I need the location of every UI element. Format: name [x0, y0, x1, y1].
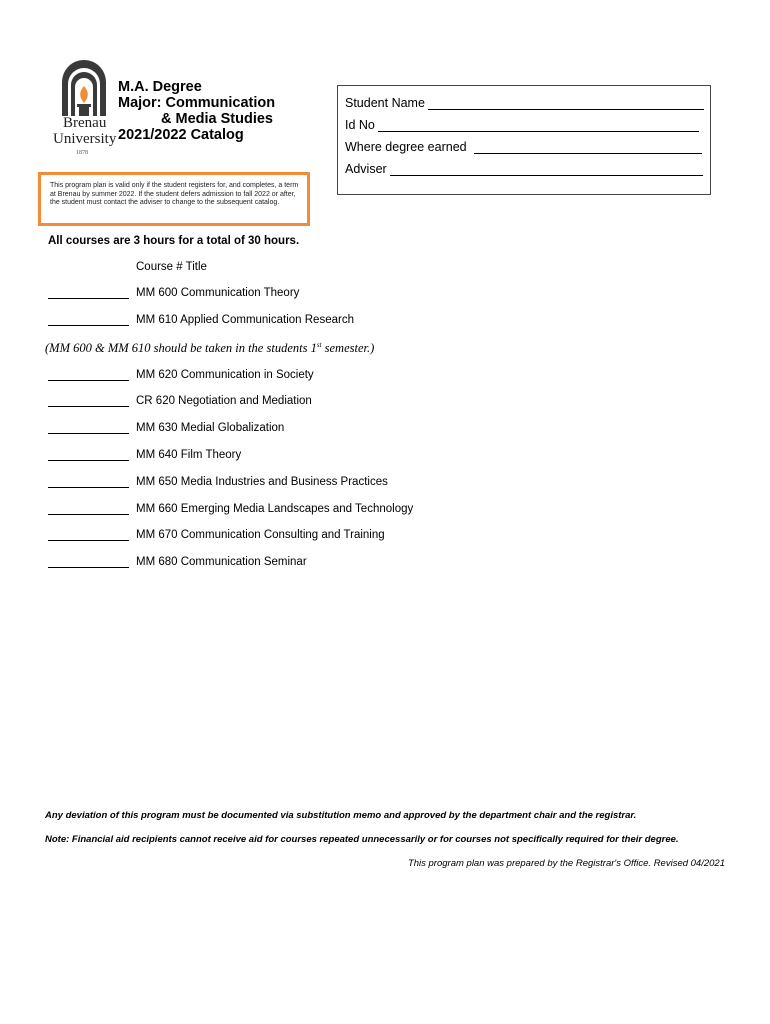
course-row [48, 503, 413, 515]
course-row [48, 449, 241, 461]
brenau-logo [52, 60, 116, 160]
catalog-year: 2021/2022 Catalog [118, 127, 244, 143]
course-title: MM 640 Film Theory [136, 449, 242, 461]
course-row [48, 476, 388, 488]
logo-text-brenau: Brenau [63, 115, 107, 131]
course-row [48, 422, 284, 434]
course-title: MM 630 Medial Globalization [136, 422, 285, 434]
student-name-label: Student Name [345, 96, 425, 110]
course-title: CR 620 Negotiation and Mediation [136, 395, 312, 407]
course-check-blank[interactable] [48, 449, 129, 461]
course-row [48, 369, 314, 381]
course-check-blank[interactable] [48, 395, 129, 407]
course-check-blank[interactable] [48, 529, 129, 541]
course-title: MM 610 Applied Communication Research [136, 314, 354, 326]
semester-note-text-end: semester.) [321, 341, 375, 356]
degree-title-block [118, 79, 275, 143]
degree-earned-line[interactable] [474, 141, 702, 154]
course-row [48, 287, 299, 299]
course-title: MM 670 Communication Consulting and Training [136, 529, 385, 541]
course-check-blank[interactable] [48, 503, 129, 515]
prepared-by-note: This program plan was prepared by the Registrar's Office. Revised 04/2021 [407, 858, 725, 869]
course-row [48, 395, 312, 407]
course-title: MM 680 Communication Seminar [136, 556, 307, 568]
course-title: MM 660 Emerging Media Landscapes and Technology [136, 503, 414, 515]
adviser-line[interactable] [390, 163, 703, 176]
degree-name: M.A. Degree [118, 79, 202, 95]
course-row [48, 529, 385, 541]
logo-year: 1878 [76, 150, 88, 156]
catalog-validity-notice: This program plan is valid only if the student registers for, and completes, a term at Brenau by summer 2022. If the student defers admission to fall 2022 or after, the student must contact the adviser to change to the subsequent catalog. [38, 172, 310, 226]
student-name-field[interactable] [345, 96, 704, 110]
arch-flame-icon [60, 60, 108, 116]
course-check-blank[interactable] [48, 314, 129, 326]
id-no-line[interactable] [378, 119, 699, 132]
course-row [48, 556, 307, 568]
student-info-box [337, 85, 711, 195]
id-no-label: Id No [345, 118, 375, 132]
total-hours-statement: All courses are 3 hours for a total of 30 hours. [48, 235, 300, 247]
adviser-label: Adviser [345, 162, 387, 176]
course-check-blank[interactable] [48, 287, 129, 299]
course-column-header: Course # Title [136, 261, 207, 273]
course-title: MM 650 Media Industries and Business Practices [136, 476, 388, 488]
course-check-blank[interactable] [48, 476, 129, 488]
financial-aid-note: Note: Financial aid recipients cannot receive aid for courses repeated unnecessarily or for courses not specifically required for their degree. [45, 834, 679, 845]
adviser-field[interactable] [345, 162, 703, 176]
course-row [48, 314, 354, 326]
deviation-policy-note: Any deviation of this program must be documented via substitution memo and approved by the department chair and the registrar. [45, 810, 637, 821]
course-check-blank[interactable] [48, 369, 129, 381]
course-title: MM 600 Communication Theory [136, 287, 300, 299]
course-check-blank[interactable] [48, 556, 129, 568]
major-name-continued: & Media Studies [161, 111, 273, 127]
course-check-blank[interactable] [48, 422, 129, 434]
course-title: MM 620 Communication in Society [136, 369, 314, 381]
degree-earned-label: Where degree earned [345, 140, 467, 154]
id-no-field[interactable] [345, 118, 699, 132]
degree-earned-field[interactable] [345, 140, 702, 154]
semester-note-text: (MM 600 & MM 610 should be taken in the students 1 [45, 341, 317, 356]
first-semester-note [45, 341, 374, 356]
major-name: Major: Communication [118, 95, 276, 111]
student-name-line[interactable] [428, 97, 704, 110]
semester-note-superscript: st [316, 341, 322, 349]
logo-text-university: University [53, 131, 117, 147]
